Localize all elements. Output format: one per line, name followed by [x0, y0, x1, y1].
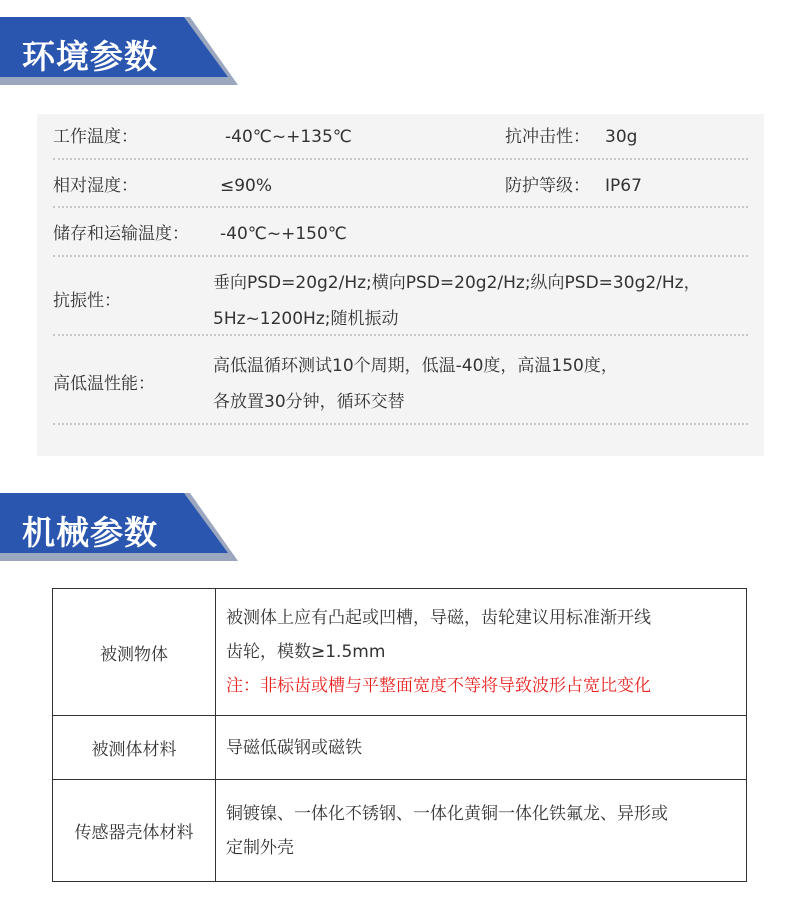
param-value-line: 高低温循环测试10个周期，低温-40度，高温150度， [213, 356, 618, 376]
note-text: 注：非标齿或槽与平整面宽度不等将导致波形占宽比变化 [226, 676, 651, 696]
row-content [216, 589, 747, 716]
row-label: 被测体材料 [53, 716, 216, 780]
env-row-humidity [53, 172, 748, 200]
param-label: 防护等级： [505, 176, 590, 196]
section-title: 机械参数 [22, 513, 158, 552]
param-value: ≤90% [220, 176, 273, 196]
dotted-divider [53, 158, 748, 160]
dotted-divider [53, 255, 748, 257]
dotted-divider [53, 423, 748, 425]
row-label: 传感器壳体材料 [53, 780, 216, 882]
param-label: 工作温度： [53, 127, 138, 147]
row-content [216, 780, 747, 882]
content-line: 齿轮，模数≥1.5mm [226, 642, 386, 662]
section-title: 环境参数 [22, 37, 158, 76]
row-content [216, 716, 747, 780]
param-value: IP67 [605, 176, 642, 196]
section-banner-mechanical [0, 493, 240, 561]
param-label: 储存和运输温度： [53, 224, 189, 244]
content-line: 铜镀镍、一体化不锈钢、一体化黄铜一体化铁氟龙、异形或 [226, 803, 668, 824]
param-value-line: 5Hz~1200Hz;随机振动 [213, 309, 399, 329]
table-row [53, 780, 747, 882]
env-row-temp-performance [53, 352, 748, 416]
env-row-vibration [53, 269, 748, 333]
table-row [53, 716, 747, 780]
content-line: 导磁低碳钢或磁铁 [226, 737, 362, 758]
env-row-storage-temp [53, 220, 748, 248]
section-banner-environment [0, 17, 240, 85]
table-row [53, 589, 747, 716]
dotted-divider [53, 334, 748, 336]
environment-params-panel [37, 114, 764, 456]
param-label: 高低温性能： [53, 374, 155, 394]
content-line: 被测体上应有凸起或凹槽，导磁，齿轮建议用标准渐开线 [226, 608, 651, 628]
param-value: 30g [605, 127, 638, 147]
param-value-line: 垂向PSD=20g2/Hz;横向PSD=20g2/Hz;纵向PSD=30g2/Hz， [213, 273, 701, 293]
param-label: 抗振性： [53, 291, 121, 311]
param-value-line: 各放置30分钟，循环交替 [213, 392, 405, 412]
row-label: 被测物体 [53, 589, 216, 716]
env-row-operating-temp [53, 123, 748, 151]
param-value: -40℃~+150℃ [220, 224, 347, 244]
content-line: 定制外壳 [226, 837, 294, 858]
param-label: 抗冲击性： [505, 127, 590, 147]
param-label: 相对湿度： [53, 176, 138, 196]
mechanical-params-table [52, 588, 747, 882]
param-value: -40℃~+135℃ [225, 127, 352, 147]
dotted-divider [53, 206, 748, 208]
